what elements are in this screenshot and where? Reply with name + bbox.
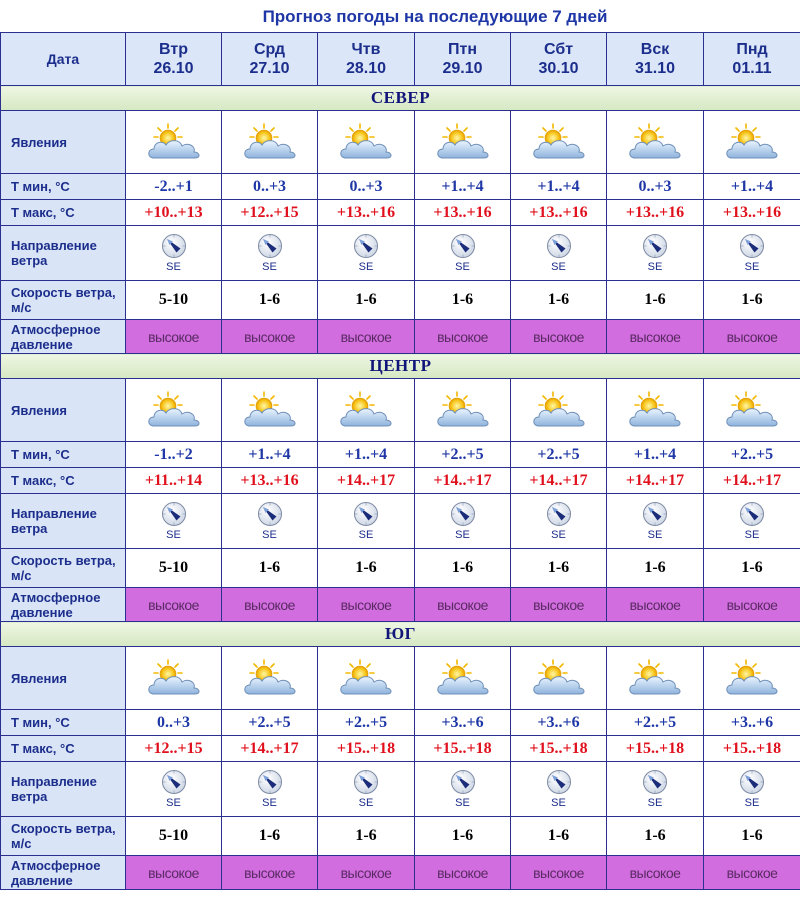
wind-direction-text: SE: [647, 797, 663, 809]
compass-arrow-icon: [450, 501, 476, 527]
wind-speed-cell: 1-6: [415, 281, 511, 320]
compass-arrow-icon: [257, 501, 283, 527]
row-label: Направление ветра: [1, 226, 126, 281]
tmin-cell: -2..+1: [126, 174, 222, 200]
wind-direction-row: [1, 226, 800, 281]
region-title: СЕВЕР: [1, 86, 800, 111]
tmax-cell: +15..+18: [415, 736, 511, 762]
phenomena-cell: [607, 647, 704, 710]
pressure-cell: высокое: [222, 320, 318, 354]
wind-direction-cell: [607, 762, 704, 817]
tmax-cell: +12..+15: [126, 736, 222, 762]
row-label: Т мин, °С: [1, 710, 126, 736]
partly-cloudy-icon: [625, 658, 685, 698]
tmax-cell: +11..+14: [126, 468, 222, 494]
day-name: Вск: [640, 41, 670, 58]
wind-direction-cell: [126, 226, 222, 281]
header-row: [1, 33, 800, 86]
pressure-row: [1, 856, 800, 890]
wind-direction-cell: [222, 226, 318, 281]
partly-cloudy-icon: [722, 122, 782, 162]
day-header: [222, 33, 318, 86]
phenomena-cell: [511, 379, 607, 442]
compass-arrow-icon: [546, 769, 572, 795]
wind-speed-row: [1, 281, 800, 320]
pressure-cell: высокое: [704, 320, 800, 354]
wind-speed-cell: 1-6: [607, 281, 704, 320]
wind-speed-row: [1, 549, 800, 588]
compass-arrow-icon: [642, 233, 668, 259]
wind-direction-text: SE: [166, 529, 181, 541]
pressure-cell: высокое: [318, 856, 415, 890]
tmax-row: [1, 200, 800, 226]
day-name: Сбт: [543, 41, 574, 58]
region-row: [1, 354, 800, 379]
wind-speed-cell: 1-6: [222, 817, 318, 856]
wind-speed-cell: 1-6: [511, 281, 607, 320]
phenomena-row: [1, 111, 800, 174]
tmin-row: [1, 174, 800, 200]
day-header: [415, 33, 511, 86]
partly-cloudy-icon: [433, 390, 493, 430]
partly-cloudy-icon: [240, 658, 300, 698]
tmax-cell: +15..+18: [607, 736, 704, 762]
day-header: [511, 33, 607, 86]
pressure-row: [1, 320, 800, 354]
row-label: Скорость ветра, м/с: [1, 281, 126, 320]
wind-direction-row: [1, 494, 800, 549]
phenomena-cell: [318, 379, 415, 442]
row-label: Атмосферное давление: [1, 588, 126, 622]
compass-arrow-icon: [353, 769, 379, 795]
compass-arrow-icon: [642, 501, 668, 527]
pressure-cell: высокое: [318, 320, 415, 354]
partly-cloudy-icon: [144, 122, 204, 162]
compass-arrow-icon: [450, 769, 476, 795]
compass-arrow-icon: [739, 501, 765, 527]
wind-direction-text: SE: [262, 797, 277, 809]
pressure-row: [1, 588, 800, 622]
wind-direction-text: SE: [647, 529, 663, 541]
partly-cloudy-icon: [144, 658, 204, 698]
phenomena-cell: [704, 647, 800, 710]
wind-direction-cell: [126, 762, 222, 817]
row-label: Т макс, °С: [1, 200, 126, 226]
pressure-cell: высокое: [126, 320, 222, 354]
compass-arrow-icon: [739, 769, 765, 795]
wind-speed-cell: 1-6: [222, 549, 318, 588]
day-name: Чтв: [351, 41, 381, 58]
compass-arrow-icon: [642, 769, 668, 795]
day-header: [126, 33, 222, 86]
tmax-cell: +13..+16: [607, 200, 704, 226]
compass-arrow-icon: [257, 233, 283, 259]
phenomena-cell: [126, 379, 222, 442]
tmin-cell: -1..+2: [126, 442, 222, 468]
wind-speed-cell: 5-10: [126, 549, 222, 588]
compass-arrow-icon: [161, 769, 187, 795]
day-date: 01.11: [732, 60, 772, 77]
tmax-cell: +13..+16: [415, 200, 511, 226]
wind-speed-cell: 1-6: [318, 549, 415, 588]
phenomena-cell: [415, 111, 511, 174]
wind-direction-cell: [222, 494, 318, 549]
phenomena-cell: [126, 647, 222, 710]
day-date: 29.10: [442, 60, 483, 77]
day-date: 26.10: [153, 60, 194, 77]
partly-cloudy-icon: [529, 390, 589, 430]
day-header: [607, 33, 704, 86]
compass-arrow-icon: [353, 501, 379, 527]
day-name: Пнд: [736, 41, 768, 58]
wind-speed-cell: 1-6: [704, 817, 800, 856]
tmin-cell: +2..+5: [222, 710, 318, 736]
wind-direction-text: SE: [455, 797, 470, 809]
row-label: Атмосферное давление: [1, 320, 126, 354]
pressure-cell: высокое: [318, 588, 415, 622]
tmax-cell: +13..+16: [511, 200, 607, 226]
tmin-cell: +3..+6: [511, 710, 607, 736]
partly-cloudy-icon: [144, 390, 204, 430]
tmin-cell: +1..+4: [318, 442, 415, 468]
tmax-cell: +13..+16: [318, 200, 415, 226]
day-name: Птн: [448, 41, 477, 58]
tmin-cell: +2..+5: [511, 442, 607, 468]
wind-direction-row: [1, 762, 800, 817]
partly-cloudy-icon: [240, 390, 300, 430]
region-title: ЮГ: [1, 622, 800, 647]
tmax-row: [1, 468, 800, 494]
wind-speed-cell: 1-6: [415, 817, 511, 856]
wind-direction-text: SE: [262, 529, 277, 541]
tmin-cell: +2..+5: [415, 442, 511, 468]
wind-direction-cell: [704, 226, 800, 281]
day-name: Втр: [159, 41, 188, 58]
phenomena-cell: [607, 379, 704, 442]
wind-direction-cell: [704, 762, 800, 817]
compass-arrow-icon: [161, 233, 187, 259]
phenomena-cell: [126, 111, 222, 174]
compass-arrow-icon: [353, 233, 379, 259]
tmin-cell: +2..+5: [607, 710, 704, 736]
wind-speed-cell: 1-6: [415, 549, 511, 588]
region-row: [1, 622, 800, 647]
wind-direction-text: SE: [744, 261, 760, 273]
pressure-cell: высокое: [704, 856, 800, 890]
tmin-cell: +2..+5: [318, 710, 415, 736]
tmin-cell: 0..+3: [126, 710, 222, 736]
region-title: ЦЕНТР: [1, 354, 800, 379]
day-header: [318, 33, 415, 86]
tmax-cell: +15..+18: [318, 736, 415, 762]
wind-speed-cell: 1-6: [704, 549, 800, 588]
compass-arrow-icon: [546, 233, 572, 259]
wind-direction-text: SE: [166, 261, 181, 273]
compass-arrow-icon: [161, 501, 187, 527]
tmin-cell: +1..+4: [415, 174, 511, 200]
partly-cloudy-icon: [722, 658, 782, 698]
day-name: Срд: [253, 41, 286, 58]
partly-cloudy-icon: [240, 122, 300, 162]
row-label: Явления: [1, 111, 126, 174]
page-title: Прогноз погоды на последующие 7 дней: [262, 7, 608, 26]
phenomena-row: [1, 379, 800, 442]
pressure-cell: высокое: [415, 320, 511, 354]
partly-cloudy-icon: [529, 658, 589, 698]
wind-direction-cell: [222, 762, 318, 817]
partly-cloudy-icon: [529, 122, 589, 162]
partly-cloudy-icon: [336, 390, 396, 430]
wind-direction-text: SE: [551, 261, 566, 273]
wind-direction-cell: [415, 226, 511, 281]
row-label: Т мин, °С: [1, 442, 126, 468]
tmax-row: [1, 736, 800, 762]
compass-arrow-icon: [546, 501, 572, 527]
date-header: Дата: [1, 33, 126, 86]
wind-speed-cell: 1-6: [511, 817, 607, 856]
tmin-cell: +3..+6: [704, 710, 800, 736]
wind-direction-cell: [607, 226, 704, 281]
pressure-cell: высокое: [222, 856, 318, 890]
phenomena-cell: [415, 647, 511, 710]
day-date: 28.10: [345, 60, 387, 77]
tmin-cell: +1..+4: [704, 174, 800, 200]
tmax-cell: +14..+17: [607, 468, 704, 494]
pressure-cell: высокое: [511, 856, 607, 890]
wind-direction-text: SE: [358, 797, 374, 809]
phenomena-cell: [704, 111, 800, 174]
tmin-cell: +1..+4: [607, 442, 704, 468]
row-label: Атмосферное давление: [1, 856, 126, 890]
wind-direction-cell: [704, 494, 800, 549]
partly-cloudy-icon: [625, 390, 685, 430]
pressure-cell: высокое: [607, 856, 704, 890]
phenomena-cell: [607, 111, 704, 174]
wind-speed-cell: 1-6: [607, 549, 704, 588]
compass-arrow-icon: [739, 233, 765, 259]
pressure-cell: высокое: [222, 588, 318, 622]
phenomena-cell: [222, 647, 318, 710]
tmax-cell: +14..+17: [704, 468, 800, 494]
wind-speed-cell: 1-6: [704, 281, 800, 320]
tmax-cell: +15..+18: [511, 736, 607, 762]
pressure-cell: высокое: [126, 856, 222, 890]
wind-direction-text: SE: [551, 529, 566, 541]
wind-direction-text: SE: [358, 261, 374, 273]
wind-direction-text: SE: [455, 529, 470, 541]
tmax-cell: +10..+13: [126, 200, 222, 226]
row-label: Скорость ветра, м/с: [1, 549, 126, 588]
pressure-cell: высокое: [511, 320, 607, 354]
wind-speed-cell: 1-6: [318, 281, 415, 320]
tmin-cell: 0..+3: [318, 174, 415, 200]
tmax-cell: +15..+18: [704, 736, 800, 762]
wind-direction-text: SE: [744, 529, 760, 541]
wind-direction-cell: [318, 226, 415, 281]
wind-speed-cell: 5-10: [126, 817, 222, 856]
partly-cloudy-icon: [433, 658, 493, 698]
tmin-cell: +1..+4: [511, 174, 607, 200]
pressure-cell: высокое: [415, 588, 511, 622]
wind-speed-row: [1, 817, 800, 856]
tmin-cell: +3..+6: [415, 710, 511, 736]
pressure-cell: высокое: [126, 588, 222, 622]
day-date: 30.10: [538, 60, 579, 77]
tmax-cell: +14..+17: [222, 736, 318, 762]
partly-cloudy-icon: [625, 122, 685, 162]
wind-direction-text: SE: [262, 261, 277, 273]
tmax-cell: +14..+17: [318, 468, 415, 494]
pressure-cell: высокое: [704, 588, 800, 622]
row-label: Т мин, °С: [1, 174, 126, 200]
wind-direction-cell: [511, 762, 607, 817]
day-date: 27.10: [249, 60, 290, 77]
partly-cloudy-icon: [722, 390, 782, 430]
tmin-cell: +2..+5: [704, 442, 800, 468]
wind-direction-cell: [415, 494, 511, 549]
wind-speed-cell: 1-6: [607, 817, 704, 856]
wind-direction-text: SE: [358, 529, 374, 541]
wind-direction-cell: [318, 494, 415, 549]
wind-direction-text: SE: [166, 797, 181, 809]
region-row: [1, 86, 800, 111]
row-label: Явления: [1, 647, 126, 710]
day-header: [704, 33, 800, 86]
phenomena-cell: [318, 111, 415, 174]
phenomena-cell: [704, 379, 800, 442]
wind-direction-text: SE: [744, 797, 760, 809]
wind-speed-cell: 5-10: [126, 281, 222, 320]
pressure-cell: высокое: [607, 588, 704, 622]
row-label: Скорость ветра, м/с: [1, 817, 126, 856]
compass-arrow-icon: [450, 233, 476, 259]
tmin-cell: +1..+4: [222, 442, 318, 468]
partly-cloudy-icon: [336, 658, 396, 698]
wind-direction-cell: [511, 494, 607, 549]
pressure-cell: высокое: [607, 320, 704, 354]
tmin-cell: 0..+3: [222, 174, 318, 200]
wind-direction-cell: [126, 494, 222, 549]
wind-direction-cell: [607, 494, 704, 549]
phenomena-cell: [222, 111, 318, 174]
wind-direction-text: SE: [455, 261, 470, 273]
phenomena-cell: [318, 647, 415, 710]
row-label: Т макс, °С: [1, 736, 126, 762]
wind-direction-text: SE: [647, 261, 663, 273]
row-label: Т макс, °С: [1, 468, 126, 494]
phenomena-cell: [511, 111, 607, 174]
wind-speed-cell: 1-6: [511, 549, 607, 588]
wind-speed-cell: 1-6: [318, 817, 415, 856]
phenomena-cell: [222, 379, 318, 442]
wind-speed-cell: 1-6: [222, 281, 318, 320]
wind-direction-text: SE: [551, 797, 566, 809]
pressure-cell: высокое: [415, 856, 511, 890]
tmin-row: [1, 442, 800, 468]
tmin-row: [1, 710, 800, 736]
row-label: Направление ветра: [1, 494, 126, 549]
partly-cloudy-icon: [433, 122, 493, 162]
partly-cloudy-icon: [336, 122, 396, 162]
wind-direction-cell: [511, 226, 607, 281]
tmax-cell: +12..+15: [222, 200, 318, 226]
tmin-cell: 0..+3: [607, 174, 704, 200]
phenomena-cell: [511, 647, 607, 710]
wind-direction-cell: [415, 762, 511, 817]
tmax-cell: +14..+17: [511, 468, 607, 494]
pressure-cell: высокое: [511, 588, 607, 622]
phenomena-row: [1, 647, 800, 710]
tmax-cell: +14..+17: [415, 468, 511, 494]
phenomena-cell: [415, 379, 511, 442]
row-label: Направление ветра: [1, 762, 126, 817]
forecast-table: [0, 32, 800, 890]
row-label: Явления: [1, 379, 126, 442]
day-date: 31.10: [634, 60, 676, 77]
wind-direction-cell: [318, 762, 415, 817]
tmax-cell: +13..+16: [222, 468, 318, 494]
tmax-cell: +13..+16: [704, 200, 800, 226]
compass-arrow-icon: [257, 769, 283, 795]
